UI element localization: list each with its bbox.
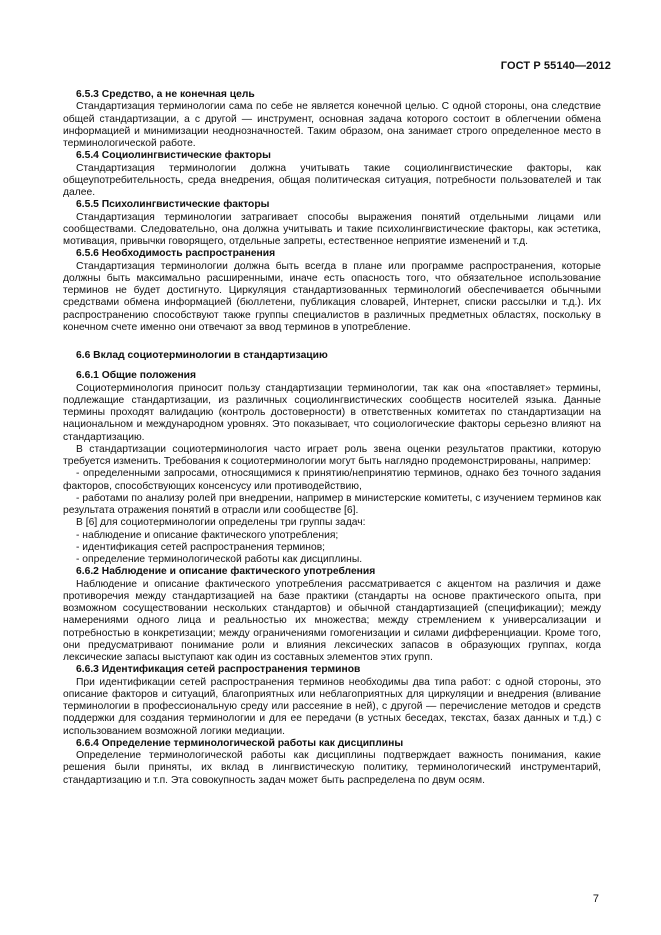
paragraph: Социотерминология приносит пользу стандартизации терминологии, так как она «поставляет» термины, подлежащие стандартизации, из различных социолингвистических сообществ носителей языка. Данные термины проходят валидацию (контроль достоверности) в ответственных комитетах по стандартизации на национальном и международном уровнях. Это показывает, что социологические факторы серьезно влияют на стандартизацию. <box>63 382 601 443</box>
paragraph: В стандартизации социотерминология часто играет роль звена оценки результатов практики, которую требуется изменить. Требования к социотерминологии могут быть наглядно продемонстрированы, например: <box>63 443 601 467</box>
list-item: - работами по анализу ролей при внедрении, например в министерские комитеты, с изучением терминов как результата отражения понятий в отрасли или сообществе [6]. <box>63 492 601 516</box>
paragraph: Стандартизация терминологии затрагивает способы выражения понятий отдельными лицами или сообществами. Следовательно, она должна учитывать и такие психолингвистические факторы, как эстетика, мотивация, привычки говорящего, отдельные запреты, естественное неприятие изменений и т.д. <box>63 211 601 247</box>
heading-6-5-4: 6.5.4 Социолингвистические факторы <box>76 150 271 162</box>
heading-6-6-1: 6.6.1 Общие положения <box>76 370 196 382</box>
list-item: - определенными запросами, относящимися к принятию/непринятию терминов, однако без точного задания факторов, способствующих консенсусу или противодействию, <box>63 468 601 492</box>
paragraph: Стандартизация терминологии сама по себе не является конечной целью. С одной стороны, она следствие общей стандартизации, а с другой — инструмент, основная задача которого состоит в облегчении обмена информацией и минимизации неоднозначностей. Таким образом, она занимает строго определенное место в терминологической работе. <box>63 101 601 149</box>
list-item: - наблюдение и описание фактического употребления; <box>76 529 339 541</box>
heading-6-5-3: 6.5.3 Средство, а не конечная цель <box>76 89 255 100</box>
paragraph: Определение терминологической работы как дисциплины подтверждает важность понимания, какие решения были приняты, их вклад в лингвистическую политику, терминологический инструментарий, стандартизацию и т.п. Эта совокупность задач может быть распределена по двум осям. <box>63 750 601 786</box>
paragraph: В [6] для социотерминологии определены три группы задач: <box>76 517 366 529</box>
paragraph: Наблюдение и описание фактического употребления рассматривается с акцентом на различия и даже противоречия между стандартизацией на базе практики (стандарты на основе практического опыта, при возможном сосуществовании нескольких стандартов) и обычной стандартизацией (спецификации); между намерениями одного лица и реальностью их множества; между стремлением к универсализации и потребностью в конкретизации; между ограничениями гомогенизации и силами дифференциации. Кроме того, они предусматривают понимание роли и влияния лексических запасов в образующих группах, когда лексические запасы выступают как один из составных элементов этих групп. <box>63 578 601 663</box>
document-body <box>63 89 601 787</box>
paragraph: Стандартизация терминологии должна учитывать такие социолингвистические факторы, как общеупотребительность, среда внедрения, общая политическая ситуация, потребности пользователей и так далее. <box>63 162 601 198</box>
document-header: ГОСТ Р 55140—2012 <box>500 60 611 72</box>
heading-6-6-2: 6.6.2 Наблюдение и описание фактического употребления <box>76 566 376 578</box>
heading-6-6-4: 6.6.4 Определение терминологической работы как дисциплины <box>76 737 404 749</box>
section-6-6-title: 6.6 Вклад социотерминологии в стандартизацию <box>76 350 328 361</box>
heading-6-6-3: 6.6.3 Идентификация сетей распространения терминов <box>76 664 361 676</box>
heading-6-5-5: 6.5.5 Психолингвистические факторы <box>76 199 270 211</box>
heading-6-5-6: 6.5.6 Необходимость распространения <box>76 248 276 260</box>
paragraph: При идентификации сетей распространения терминов необходимы два типа работ: с одной стороны, это описание факторов и ситуаций, благоприятных или неблагоприятных для циркуляции и внедрения (вливание терминологии в профессиональную среду или рассеяние в ней), с другой — перечисление методов и средств поддержки для создания терминологии и для ее передачи (в устных беседах, текстах, базах данных и т.д.) с использованием возможной логики медиации. <box>63 676 601 737</box>
paragraph: Стандартизация терминологии должна быть всегда в плане или программе распространения, которые должны быть максимально расширенными, иначе есть опасность того, что обязательное использование терминов не будет достигнуто. Циркуляция стандартизованных терминологий обеспечивается обычными средствами обмена информацией (бюллетени, публикация словарей, Интернет, списки рассылки и т.д.). Их распространению способствуют также группы специалистов в различных предметных областях, поскольку в конечном счете именно они отвечают за ввод терминов в употребление. <box>63 260 601 333</box>
page-number: 7 <box>592 893 599 905</box>
list-item: - определение терминологической работы как дисциплины. <box>76 554 363 565</box>
list-item: - идентификация сетей распространения терминов; <box>76 541 326 553</box>
